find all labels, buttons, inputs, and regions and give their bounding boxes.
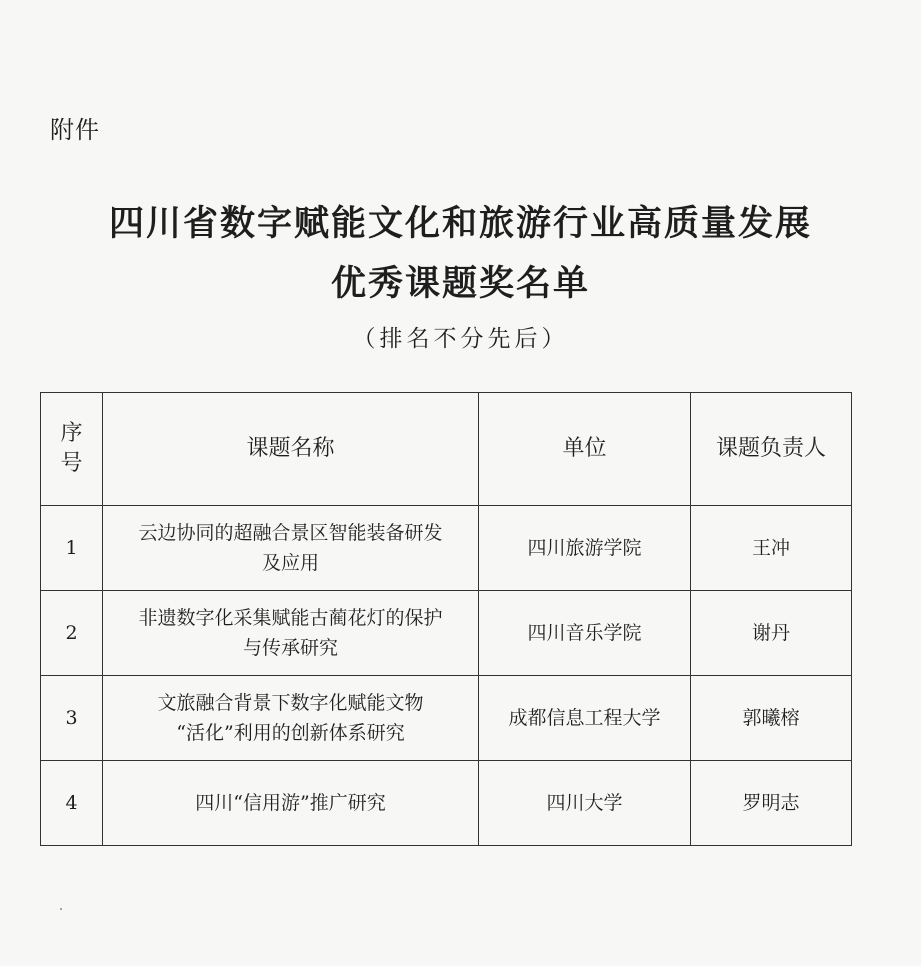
row-topic <box>103 676 479 761</box>
header-unit: 单位 <box>479 393 691 506</box>
row-unit: 四川音乐学院 <box>479 591 691 676</box>
table-row <box>41 676 852 761</box>
table-row <box>41 591 852 676</box>
title-line-1: 四川省数字赋能文化和旅游行业高质量发展 <box>108 204 812 244</box>
header-number <box>41 393 103 506</box>
subtitle: （排名不分先后） <box>352 326 569 352</box>
table-row <box>41 761 852 846</box>
row-number: 4 <box>41 761 103 846</box>
row-number: 3 <box>41 676 103 761</box>
row-leader: 罗明志 <box>691 761 852 846</box>
row-topic <box>103 506 479 591</box>
row-unit: 四川旅游学院 <box>479 506 691 591</box>
award-list-table <box>40 392 852 846</box>
row-number: 1 <box>41 506 103 591</box>
header-number-top: 序 <box>60 421 83 446</box>
row-topic <box>103 591 479 676</box>
header-leader: 课题负责人 <box>691 393 852 506</box>
table-header-row <box>41 393 852 506</box>
row-unit: 成都信息工程大学 <box>479 676 691 761</box>
attachment-label: 附件 <box>50 116 100 144</box>
row-topic-line2: 及应用 <box>261 552 319 574</box>
scan-speck <box>60 908 62 910</box>
row-topic-line2: 与传承研究 <box>242 637 338 659</box>
row-leader: 郭曦榕 <box>691 676 852 761</box>
header-number-bottom: 号 <box>60 451 83 476</box>
title-line-2: 优秀课题奖名单 <box>330 264 590 304</box>
row-topic: 四川“信用游”推广研究 <box>103 761 479 846</box>
row-topic-line1: 云边协同的超融合景区智能装备研发 <box>138 522 443 544</box>
row-unit: 四川大学 <box>479 761 691 846</box>
row-leader: 谢丹 <box>691 591 852 676</box>
row-topic-line1: 非遗数字化采集赋能古蔺花灯的保护 <box>138 607 443 629</box>
row-topic-line1: 文旅融合背景下数字化赋能文物 <box>157 692 424 714</box>
header-topic: 课题名称 <box>103 393 479 506</box>
row-topic-line2: “活化”利用的创新体系研究 <box>176 722 405 744</box>
table-row <box>41 506 852 591</box>
row-leader: 王冲 <box>691 506 852 591</box>
row-number: 2 <box>41 591 103 676</box>
